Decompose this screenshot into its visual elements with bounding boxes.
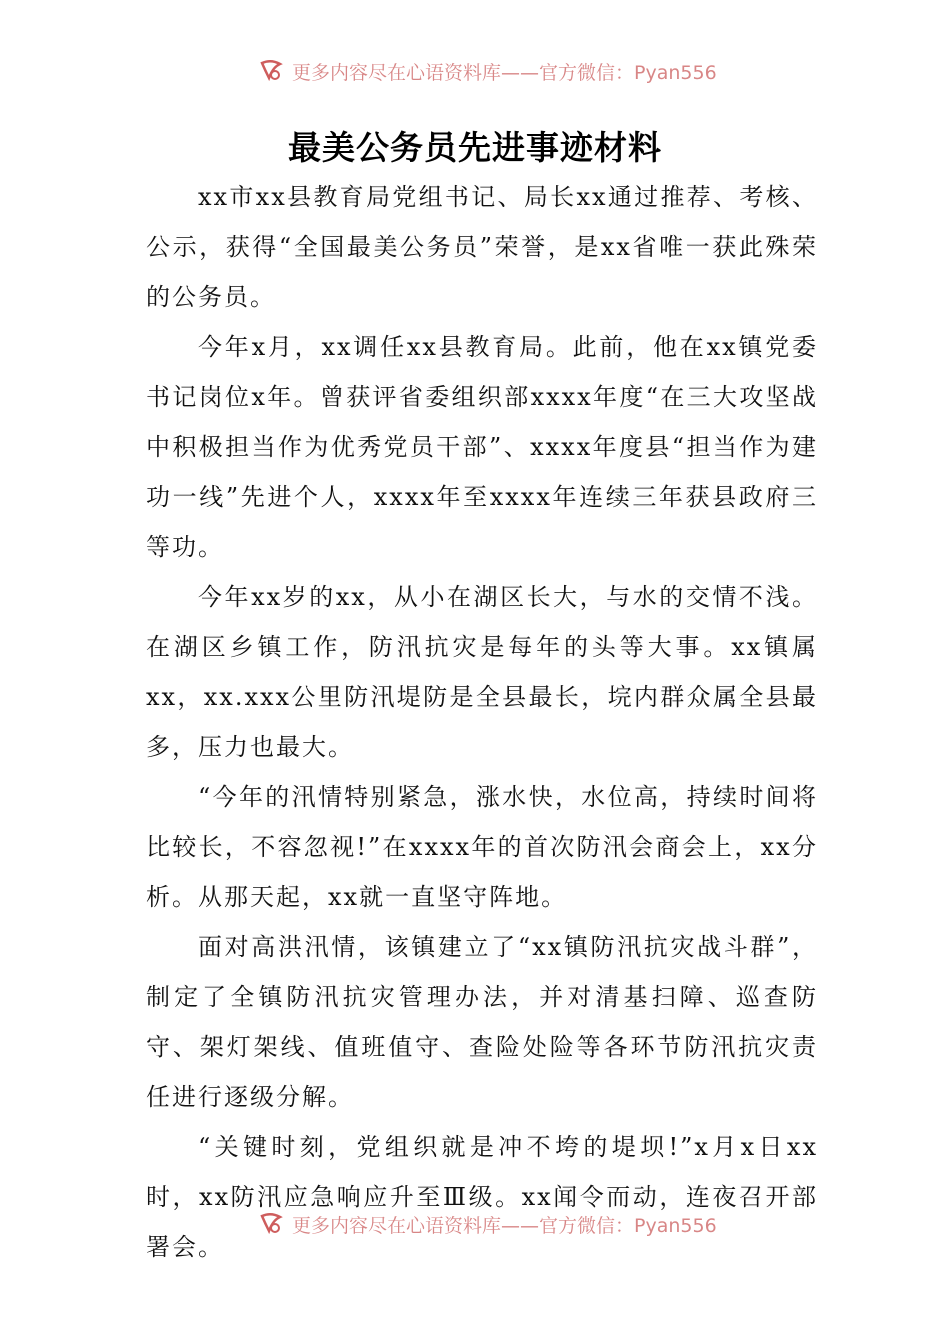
paragraph: 面对高洪汛情，该镇建立了“xx镇防汛抗灾战斗群”，制定了全镇防汛抗灾管理办法，并对清基扫障、巡查防守、架灯架线、值班值守、查险处险等各环节防汛抗灾责任进行逐级分解。	[146, 933, 818, 1111]
paragraph: “今年的汛情特别紧急，涨水快，水位高，持续时间将比较长，不容忽视!”在xxxx年的首次防汛会商会上，xx分析。从那天起，xx就一直坚守阵地。	[146, 783, 818, 911]
paragraph: 今年x月，xx调任xx县教育局。此前，他在xx镇党委书记岗位x年。曾获评省委组织部xxxx年度“在三大攻坚战中积极担当作为优秀党员干部”、xxxx年度县“担当作为建功一线”先进个人，xxxx年至xxxx年连续三年获县政府三等功。	[146, 333, 818, 561]
brand-logo-icon	[258, 1211, 284, 1237]
document-title: 最美公务员先进事迹材料	[288, 128, 662, 167]
brand-logo-icon	[258, 58, 284, 84]
footer-watermark	[258, 1209, 758, 1239]
header-watermark	[258, 56, 758, 86]
document-body	[146, 172, 818, 1272]
watermark-text: 更多内容尽在心语资料库——官方微信：Pyan556	[292, 61, 717, 84]
paragraph: “关键时刻，党组织就是冲不垮的堤坝!”x月x日xx时，xx防汛应急响应升至Ⅲ级。xx闻令而动，连夜召开部署会。	[146, 1133, 818, 1261]
paragraph: 今年xx岁的xx，从小在湖区长大，与水的交情不浅。在湖区乡镇工作，防汛抗灾是每年的头等大事。xx镇属xx，xx.xxx公里防汛堤防是全县最长，垸内群众属全县最多，压力也最大。	[146, 583, 818, 761]
paragraph: xx市xx县教育局党组书记、局长xx通过推荐、考核、公示，获得“全国最美公务员”荣誉，是xx省唯一获此殊荣的公务员。	[146, 183, 818, 311]
watermark-text: 更多内容尽在心语资料库——官方微信：Pyan556	[292, 1214, 717, 1237]
